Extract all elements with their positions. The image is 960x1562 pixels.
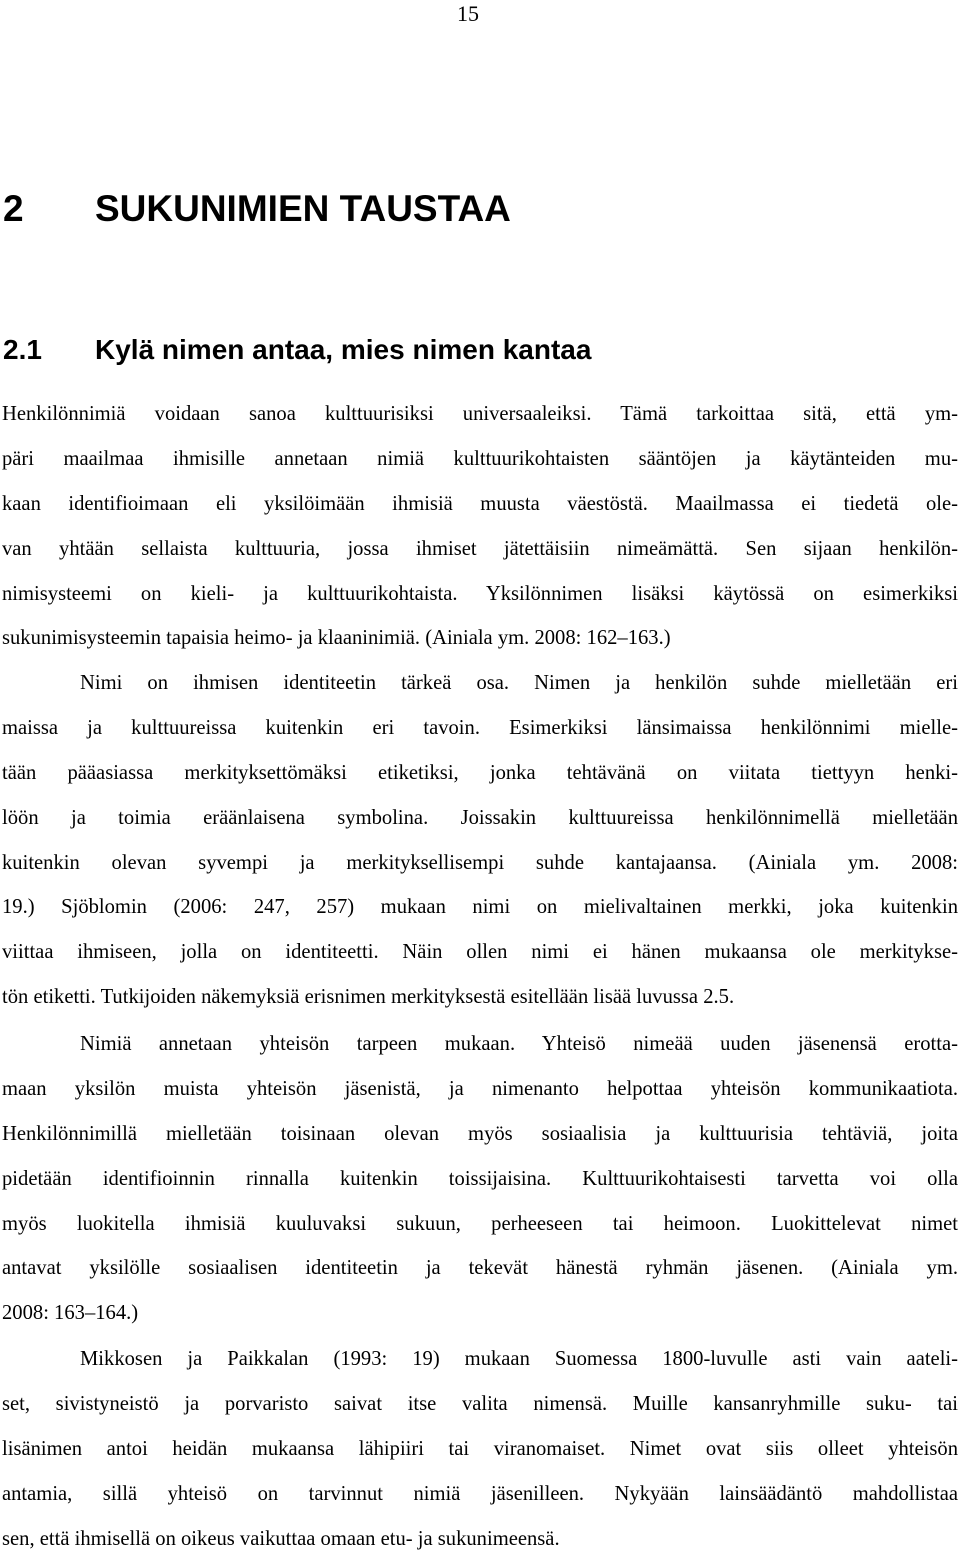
section-title: Kylä nimen antaa, mies nimen kantaa: [95, 334, 592, 365]
section-number: 2.1: [3, 334, 42, 365]
text-line: 2008: 163–164.): [2, 1302, 139, 1325]
paragraph: [2, 1022, 958, 1336]
page-number: 15: [457, 1, 479, 26]
text-line: tön etiketti. Tutkijoiden näkemyksiä erisnimen merkityksestä esitellään lisää luvussa 2.5.: [2, 986, 735, 1009]
text-line: maan yksilön muista yhteisön jäsenistä, ja nimenanto helpottaa yhteisön kommunikaatiota.: [2, 1077, 958, 1100]
text-line: sen, että ihmisellä on oikeus vaikuttaa omaan etu- ja sukunimeensä.: [2, 1527, 560, 1550]
text-line: viittaa ihmiseen, jolla on identiteetti. Näin ollen nimi ei hänen mukaansa ole merkitykse-: [2, 941, 958, 964]
text-line: Nimiä annetaan yhteisön tarpeen mukaan. Yhteisö nimeää uuden jäsenensä erotta-: [80, 1033, 958, 1055]
text-line: Henkilönnimiä voidaan sanoa kulttuurisiksi universaaleiksi. Tämä tarkoittaa sitä, että ym-: [2, 403, 958, 425]
text-line: tään pääasiassa merkityksettömäksi etiketiksi, jonka tehtävänä on viitata tiettyyn henki-: [2, 761, 958, 784]
text-line: van yhtään sellaista kulttuuria, jossa ihmiset jätettäisiin nimeämättä. Sen sijaan henkilön-: [2, 537, 958, 560]
text-line: pidetään identifioinnin rinnalla kuitenkin toissijaisina. Kulttuurikohtaisesti tarvetta voi olla: [2, 1167, 958, 1190]
text-line: lisänimen antoi heidän mukaansa lähipiiri tai viranomaiset. Nimet ovat siis olleet yhteisön: [2, 1437, 958, 1460]
paragraph: [2, 1337, 958, 1561]
text-line: kuitenkin olevan syvempi ja merkityksellisempi suhde kantajaansa. (Ainiala ym. 2008:: [2, 851, 958, 874]
section-heading: [3, 331, 591, 369]
text-line: 19.) Sjöblomin (2006: 247, 257) mukaan nimi on mielivaltainen merkki, joka kuitenkin: [2, 896, 958, 919]
text-line: nimisysteemi on kieli- ja kulttuurikohtaista. Yksilönnimen lisäksi käytössä on esimerkiksi: [2, 582, 958, 605]
paragraph: [2, 392, 958, 661]
chapter-heading: [3, 186, 511, 232]
text-line: myös luokitella ihmisiä kuuluvaksi sukuun, perheeseen tai heimoon. Luokittelevat nimet: [2, 1212, 958, 1235]
text-line: antamia, sillä yhteisö on tarvinnut nimiä jäsenilleen. Nykyään lainsäädäntö mahdollistaa: [2, 1482, 958, 1505]
paragraph: [2, 661, 958, 1020]
text-line: kaan identifioimaan eli yksilöimään ihmisiä muusta väestöstä. Maailmassa ei tiedetä ole-: [2, 492, 958, 515]
chapter-title: SUKUNIMIEN TAUSTAA: [95, 188, 511, 229]
text-line: sukunimisysteemin tapaisia heimo- ja klaaninimiä. (Ainiala ym. 2008: 162–163.): [2, 627, 671, 650]
text-line: antavat yksilölle sosiaalisen identiteetin ja tekevät hänestä ryhmän jäsenen. (Ainiala ym.: [2, 1257, 958, 1280]
text-line: Mikkosen ja Paikkalan (1993: 19) mukaan Suomessa 1800-luvulle asti vain aateli-: [80, 1348, 958, 1370]
text-line: löön ja toimia eräänlaisena symbolina. Joissakin kulttuureissa henkilönnimellä mielletään: [2, 806, 958, 829]
text-line: päri maailmaa ihmisille annetaan nimiä kulttuurikohtaisten sääntöjen ja käytänteiden mu-: [2, 447, 958, 470]
text-line: Nimi on ihmisen identiteetin tärkeä osa. Nimen ja henkilön suhde mielletään eri: [80, 672, 958, 694]
text-line: Henkilönnimillä mielletään toisinaan olevan myös sosiaalisia ja kulttuurisia tehtäviä, joita: [2, 1122, 958, 1145]
chapter-number: 2: [3, 188, 24, 229]
text-line: set, sivistyneistö ja porvaristo saivat itse valita nimensä. Muille kansanryhmille suku- tai: [2, 1392, 958, 1415]
text-line: maissa ja kulttuureissa kuitenkin eri tavoin. Esimerkiksi länsimaissa henkilönnimi mielle-: [2, 716, 958, 739]
